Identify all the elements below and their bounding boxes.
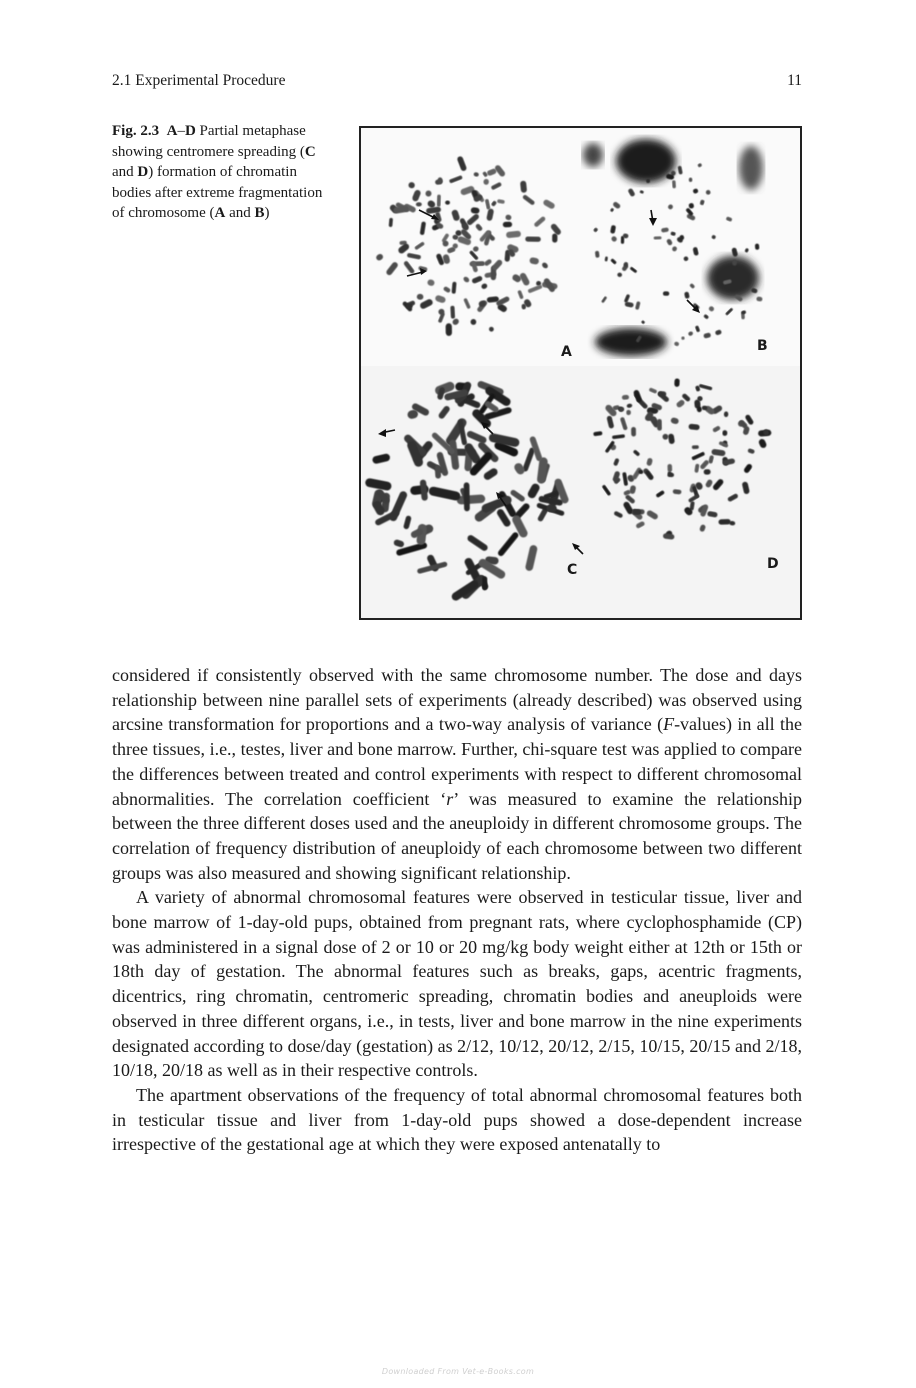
chromosome-mark	[692, 445, 699, 449]
caption-bold-a2: A	[214, 205, 226, 222]
watermark: Downloaded From Vet-e-Books.com	[381, 1367, 535, 1376]
chromosome-mark	[667, 464, 672, 472]
caption-dash: –	[177, 123, 185, 139]
chromosome-mark	[657, 419, 662, 431]
chromosome-mark	[445, 201, 450, 205]
caption-text-2: ) formation of chromatin bodies after extreme fragmentation of chromosome (	[112, 164, 323, 222]
panel-label-a: A	[561, 344, 572, 360]
paragraph-1	[112, 663, 802, 885]
caption-bold-d2: D	[137, 164, 149, 181]
chromosome-mark	[632, 509, 641, 515]
chromosome-mark	[446, 323, 452, 336]
chromosome-mark	[631, 427, 636, 437]
f-symbol: F	[663, 714, 675, 735]
caption-text-3: )	[264, 205, 270, 222]
section-title: 2.1 Experimental Procedure	[112, 72, 286, 89]
figure-label: Fig. 2.3	[112, 123, 160, 139]
chromosome-mark	[482, 576, 487, 590]
chromosome-mark	[450, 306, 455, 319]
paragraph-2: A variety of abnormal chromosomal features were observed in testicular tissue, liver and bone marrow of 1-day-old pups, obtained from pregnant rats, where cyclophosphamide (CP) was administered in a signal dose of 2 or 10 or 20 mg/kg body weight either at 12th or 15th or 18th day of gestation. The abnormal features such as breaks, gaps, acentric fragments, dicentrics, ring chromatin, centromeric spreading, chromatin bodies and aneuploids were observed in three different organs, i.e., in tests, liver and bone marrow in the nine experiments designated according to dose/day (gestation) as 2/12, 10/12, 20/12, 2/15, 10/15, 20/15 and 2/18, 10/18, 20/18 as well as in their respective controls.	[112, 887, 802, 1081]
chromosome-mark	[732, 259, 737, 265]
caption-and-1: and	[112, 164, 138, 181]
paragraph-1-part-c: ’ was measured to examine the relationship between the three different doses used and the aneuploidy in different chromosome groups. The correlation of frequency distribution of aneuploidy of each chromosome between two different groups was also measured and showing significant relationship.	[112, 788, 803, 883]
paragraph-1-part-a: considered if consistently observed with the same chromosome number. The dose and days relationship between nine parallel sets of experiments (already described) was observed using arcsine transformation for proportions and a two-way analysis of variance (	[112, 665, 802, 735]
caption-and-2: and	[225, 205, 255, 222]
chromosome-mark	[718, 519, 730, 525]
caption-text-1: Partial metaphase showing centromere spreading (	[112, 123, 306, 160]
micrograph-image	[361, 128, 800, 618]
chromosome-mark	[525, 236, 541, 241]
figure-caption	[112, 121, 324, 224]
page-number: 11	[787, 72, 802, 89]
chromosome-mark	[674, 378, 680, 387]
chromosome-mark	[654, 236, 662, 239]
caption-bold-b: B	[254, 205, 265, 222]
chromosome-mark	[626, 410, 631, 415]
chromosome-mark	[663, 291, 669, 295]
chromosome-mark	[722, 430, 727, 436]
panel-label-b: B	[757, 338, 768, 354]
paragraph-3: The apartment observations of the frequency of total abnormal chromosomal features both in testicular tissue and liver from 1-day-old pups showed a dose-dependent increase irrespective of the gestational age at which they were exposed antenatally to	[112, 1084, 802, 1155]
chromosome-mark	[435, 465, 442, 479]
body-text	[112, 663, 802, 1157]
chromosome-mark	[464, 482, 470, 511]
chromosome-mark	[704, 469, 711, 475]
r-symbol: r	[446, 788, 454, 809]
caption-bold-d: D	[184, 123, 196, 139]
chromosome-mark	[503, 222, 512, 228]
chromosome-mark	[437, 195, 441, 207]
chromosome-mark	[546, 504, 556, 512]
chromosome-mark	[672, 180, 676, 188]
micrograph-figure	[359, 126, 802, 620]
chromosome-mark	[552, 234, 557, 243]
panel-label-d: D	[767, 556, 779, 572]
caption-bold-c: C	[304, 143, 316, 160]
paragraph-1-part-b: -values) in all the three tissues, i.e., testes, liver and bone marrow. Further, chi-square test was applied to compare the differences between treated and control experiments with respect to different chromosomal abnormalities. The correlation coefficient ‘	[112, 714, 802, 809]
running-head	[112, 72, 802, 94]
panel-label-c: C	[567, 562, 578, 578]
caption-bold-a: A	[166, 123, 178, 139]
